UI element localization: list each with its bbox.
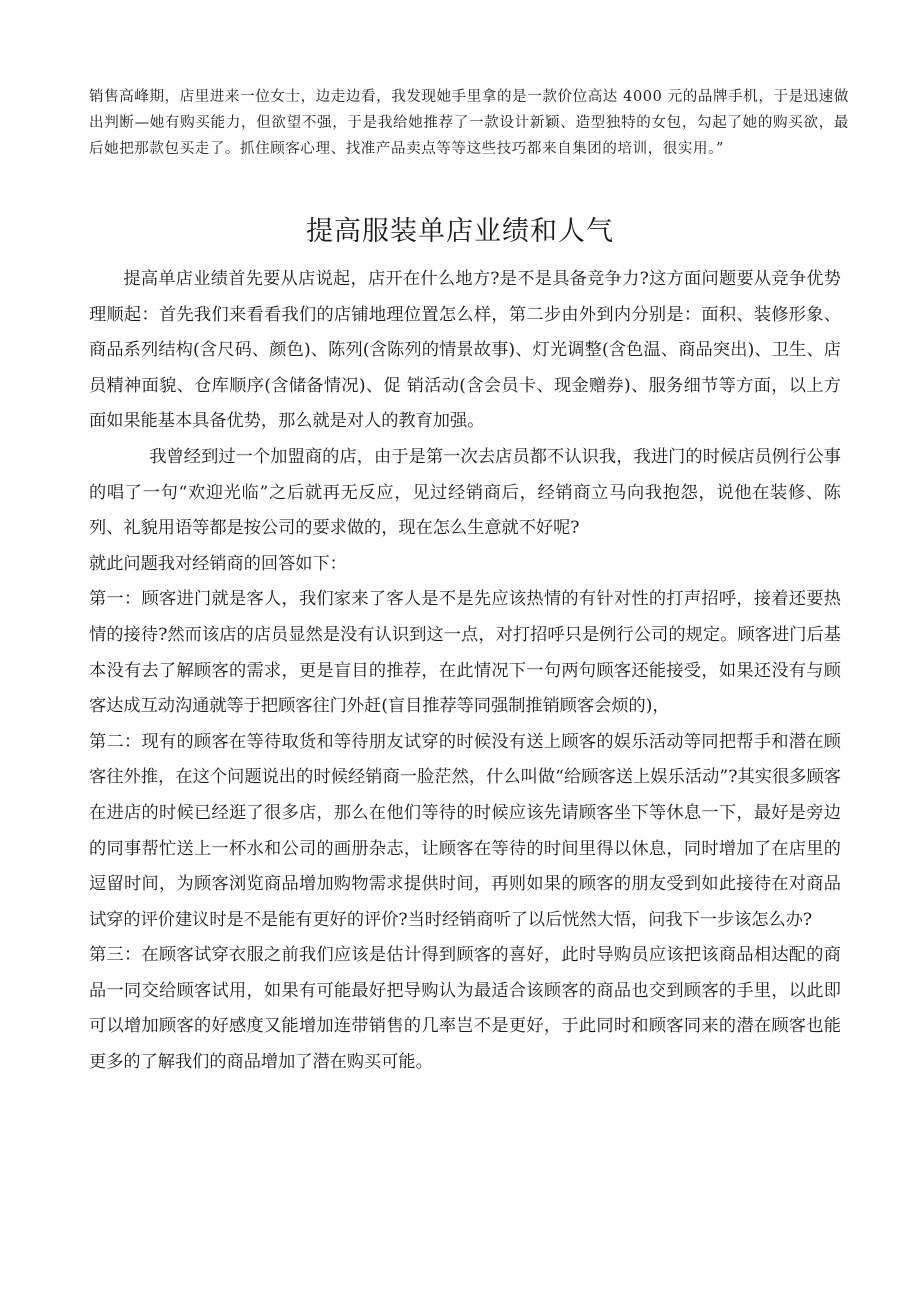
article-body xyxy=(89,262,841,1081)
page-title: 提高服装单店业绩和人气 xyxy=(306,216,614,247)
body-paragraph-3: 就此问题我对经销商的回答如下： xyxy=(89,553,347,574)
body-paragraph-6: 第三：在顾客试穿衣服之前我们应该是估计得到顾客的喜好，此时导购员应该把该商品相达配的商品一同交给顾客试用，如果有可能最好把导购认为最适合该顾客的商品也交到顾客的手里，以此即可以增加顾客的好感度又能增加连带销售的几率岂不是更好，于此同时和顾客同来的潜在顾客也能更多的了解我们的商品增加了潜在购买可能。 xyxy=(89,945,841,1073)
body-paragraph-4: 第一：顾客进门就是客人，我们家来了客人是不是先应该热情的有针对性的打声招呼，接着还要热情的接待?然而该店的店员显然是没有认识到这一点，对打招呼只是例行公司的规定。顾客进门后基本没有去了解顾客的需求，更是盲目的推荐，在此情况下一句两句顾客还能接受，如果还没有与顾客达成互动沟通就等于把顾客往门外赶(盲目推荐等同强制推销顾客会烦的)， xyxy=(89,589,841,717)
body-paragraph-2: 我曾经到过一个加盟商的店，由于是第一次去店员都不认识我，我进门的时候店员例行公事的唱了一句“欢迎光临”之后就再无反应，见过经销商后，经销商立马向我抱怨，说他在装修、陈列、礼貌用语等都是按公司的要求做的，现在怎么生意就不好呢? xyxy=(89,446,841,539)
body-paragraph-5: 第二：现有的顾客在等待取货和等待朋友试穿的时候没有送上顾客的娱乐活动等同把帮手和潜在顾客往外推，在这个问题说出的时候经销商一脸茫然，什么叫做“给顾客送上娱乐活动”?其实很多顾客在进店的时候已经逛了很多店，那么在他们等待的时候应该先请顾客坐下等休息一下，最好是旁边的同事帮忙送上一杯水和公司的画册杂志，让顾客在等待的时间里得以休息，同时增加了在店里的逗留时间，为顾客浏览商品增加购物需求提供时间，再则如果的顾客的朋友受到如此接待在对商品试穿的评价建议时是不是能有更好的评价?当时经销商听了以后恍然大悟，问我下一步该怎么办? xyxy=(89,731,841,930)
body-paragraph-1: 提高单店业绩首先要从店说起，店开在什么地方?是不是具备竞争力?这方面问题要从竞争优势理顺起：首先我们来看看我们的店铺地理位置怎么样，第二步由外到内分别是：面积、装修形象、商品系列结构(含尺码、颜色)、陈列(含陈列的情景故事)、灯光调整(含色温、商品突出)、卫生、店员精神面貌、仓库顺序(含储备情况)、促 销活动(含会员卡、现金赠券)、服务细节等方面，以上方面如果能基本具备优势，那么就是对人的教育加强。 xyxy=(89,269,841,432)
intro-paragraph: 销售高峰期，店里进来一位女士，边走边看，我发现她手里拿的是一款价位高达 4000 元的品牌手机，于是迅速做出判断—她有购买能力，但欲望不强，于是我给她推荐了一款设计新颖、造型独特的女包，勾起了她的购买欲，最后她把那款包买走了。抓住顾客心理、找准产品卖点等等这些技巧都来自集团的培训，很实用。” xyxy=(89,89,849,157)
